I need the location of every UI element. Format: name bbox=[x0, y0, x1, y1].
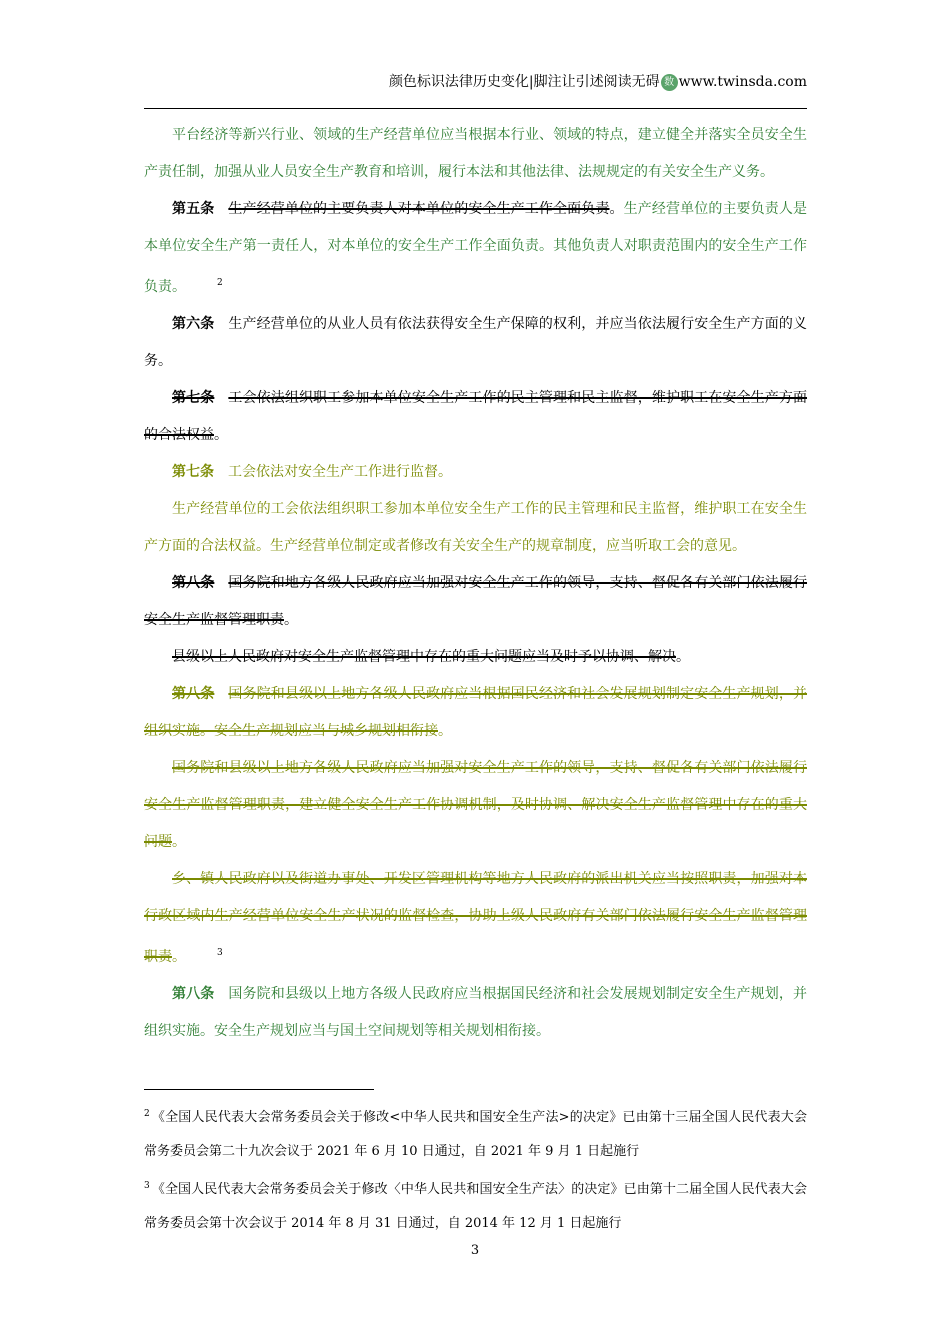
amended-text: 生产经营单位的主要负责人是本单位安全生产第一责任人，对本单位的安全生产工作全面负责。其他负责人对职责范围内的安全生产工作负责。 bbox=[144, 201, 808, 295]
article-7-paragraph-2: 生产经营单位的工会依法组织职工参加本单位安全生产工作的民主管理和民主监督，维护职工在安全生产方面的合法权益。生产经营单位制定或者修改有关安全生产的规章制度，应当听取工会的意见。 bbox=[144, 501, 807, 554]
site-logo-icon: 数 bbox=[661, 74, 678, 91]
footnotes bbox=[144, 1097, 807, 1241]
page-number: 3 bbox=[470, 1243, 480, 1258]
header-website-link[interactable]: www.twinsda.com bbox=[678, 74, 807, 90]
document-body bbox=[144, 117, 807, 1050]
footnote-2 bbox=[144, 1097, 807, 1169]
header-title: 颜色标识法律历史变化|脚注让引述阅读无碍 bbox=[388, 74, 660, 90]
punctuation: 。 bbox=[676, 649, 690, 665]
deleted-text: 工会依法组织职工参加本单位安全生产工作的民主管理和民主监督，维护职工在安全生产方面的合法权益 bbox=[144, 390, 808, 443]
article-8-original-paragraph-2 bbox=[144, 639, 807, 676]
deleted-text: 国务院和县级以上地方各级人民政府应当根据国民经济和社会发展规划制定安全生产规划，并组织实施。安全生产规划应当与城乡规划相衔接 bbox=[144, 686, 808, 739]
article-6 bbox=[144, 306, 807, 380]
paragraph-platform-economy: 平台经济等新兴行业、领域的生产经营单位应当根据本行业、领域的特点，建立健全并落实全员安全生产责任制，加强从业人员安全生产教育和培训，履行本法和其他法律、法规规定的有关安全生产义务。 bbox=[144, 127, 807, 180]
footnote-3 bbox=[144, 1169, 807, 1241]
article-title: 第七条 bbox=[172, 464, 214, 480]
punctuation: 。 bbox=[172, 834, 186, 850]
article-text: 工会依法对安全生产工作进行监督。 bbox=[228, 464, 452, 480]
punctuation: 。 bbox=[438, 723, 452, 739]
article-8-2014-paragraph-2 bbox=[144, 750, 807, 861]
article-5 bbox=[144, 191, 807, 306]
article-7-amended bbox=[144, 454, 807, 491]
article-8-current bbox=[144, 976, 807, 1050]
punctuation: 。 bbox=[284, 612, 298, 628]
footnote-divider bbox=[144, 1089, 374, 1090]
article-title: 第八条 bbox=[172, 986, 215, 1002]
deleted-article-title: 第八条 bbox=[172, 575, 215, 591]
header-divider bbox=[144, 108, 807, 109]
article-title: 第五条 bbox=[172, 201, 215, 217]
footnote-mark: 2 bbox=[144, 1109, 150, 1119]
article-8-original bbox=[144, 565, 807, 639]
footnote-text: 《全国人民代表大会常务委员会关于修改<中华人民共和国安全生产法>的决定》已由第十三届全国人民代表大会常务委员会第二十九次会议于 2021 年 6 月 10 日通过，自 2021 年 9 月 1 日起施行 bbox=[144, 1110, 807, 1159]
punctuation: 。 bbox=[172, 949, 186, 965]
footnote-ref-3[interactable]: 3 bbox=[217, 948, 223, 958]
punctuation: 。 bbox=[214, 427, 228, 443]
article-8-2014-version bbox=[144, 676, 807, 750]
deleted-text: 国务院和地方各级人民政府应当加强对安全生产工作的领导，支持、督促各有关部门依法履行安全生产监督管理职责 bbox=[144, 575, 808, 628]
deleted-text: 生产经营单位的主要负责人对本单位的安全生产工作全面负责 bbox=[228, 201, 610, 217]
deleted-text: 乡、镇人民政府以及街道办事处、开发区管理机构等地方人民政府的派出机关应当按照职责，加强对本行政区域内生产经营单位安全生产状况的监督检查，协助上级人民政府有关部门依法履行安全生产监督管理职责 bbox=[144, 871, 807, 965]
deleted-article-title: 第八条 bbox=[172, 686, 215, 702]
article-text: 国务院和县级以上地方各级人民政府应当根据国民经济和社会发展规划制定安全生产规划，并组织实施。安全生产规划应当与国土空间规划等相关规划相衔接。 bbox=[144, 986, 808, 1039]
deleted-text: 国务院和县级以上地方各级人民政府应当加强对安全生产工作的领导，支持、督促各有关部门依法履行安全生产监督管理职责，建立健全安全生产工作协调机制，及时协调、解决安全生产监督管理中存在的重大问题 bbox=[144, 760, 807, 850]
page-header bbox=[144, 70, 807, 94]
article-8-2014-paragraph-3 bbox=[144, 861, 807, 976]
punctuation: 。 bbox=[609, 201, 624, 217]
article-7-original bbox=[144, 380, 807, 454]
footnote-text: 《全国人民代表大会常务委员会关于修改〈中华人民共和国安全生产法〉的决定》已由第十二届全国人民代表大会常务委员会第十次会议于 2014 年 8 月 31 日通过，自 2014 年 12 月 1 日起施行 bbox=[144, 1182, 807, 1231]
deleted-text: 县级以上人民政府对安全生产监督管理中存在的重大问题应当及时予以协调、解决 bbox=[172, 649, 676, 665]
footnote-ref-2[interactable]: 2 bbox=[217, 278, 223, 288]
article-text: 生产经营单位的从业人员有依法获得安全生产保障的权利，并应当依法履行安全生产方面的义务。 bbox=[144, 316, 808, 369]
deleted-article-title: 第七条 bbox=[172, 390, 215, 406]
footnote-mark: 3 bbox=[144, 1181, 150, 1191]
article-title: 第六条 bbox=[172, 316, 215, 332]
